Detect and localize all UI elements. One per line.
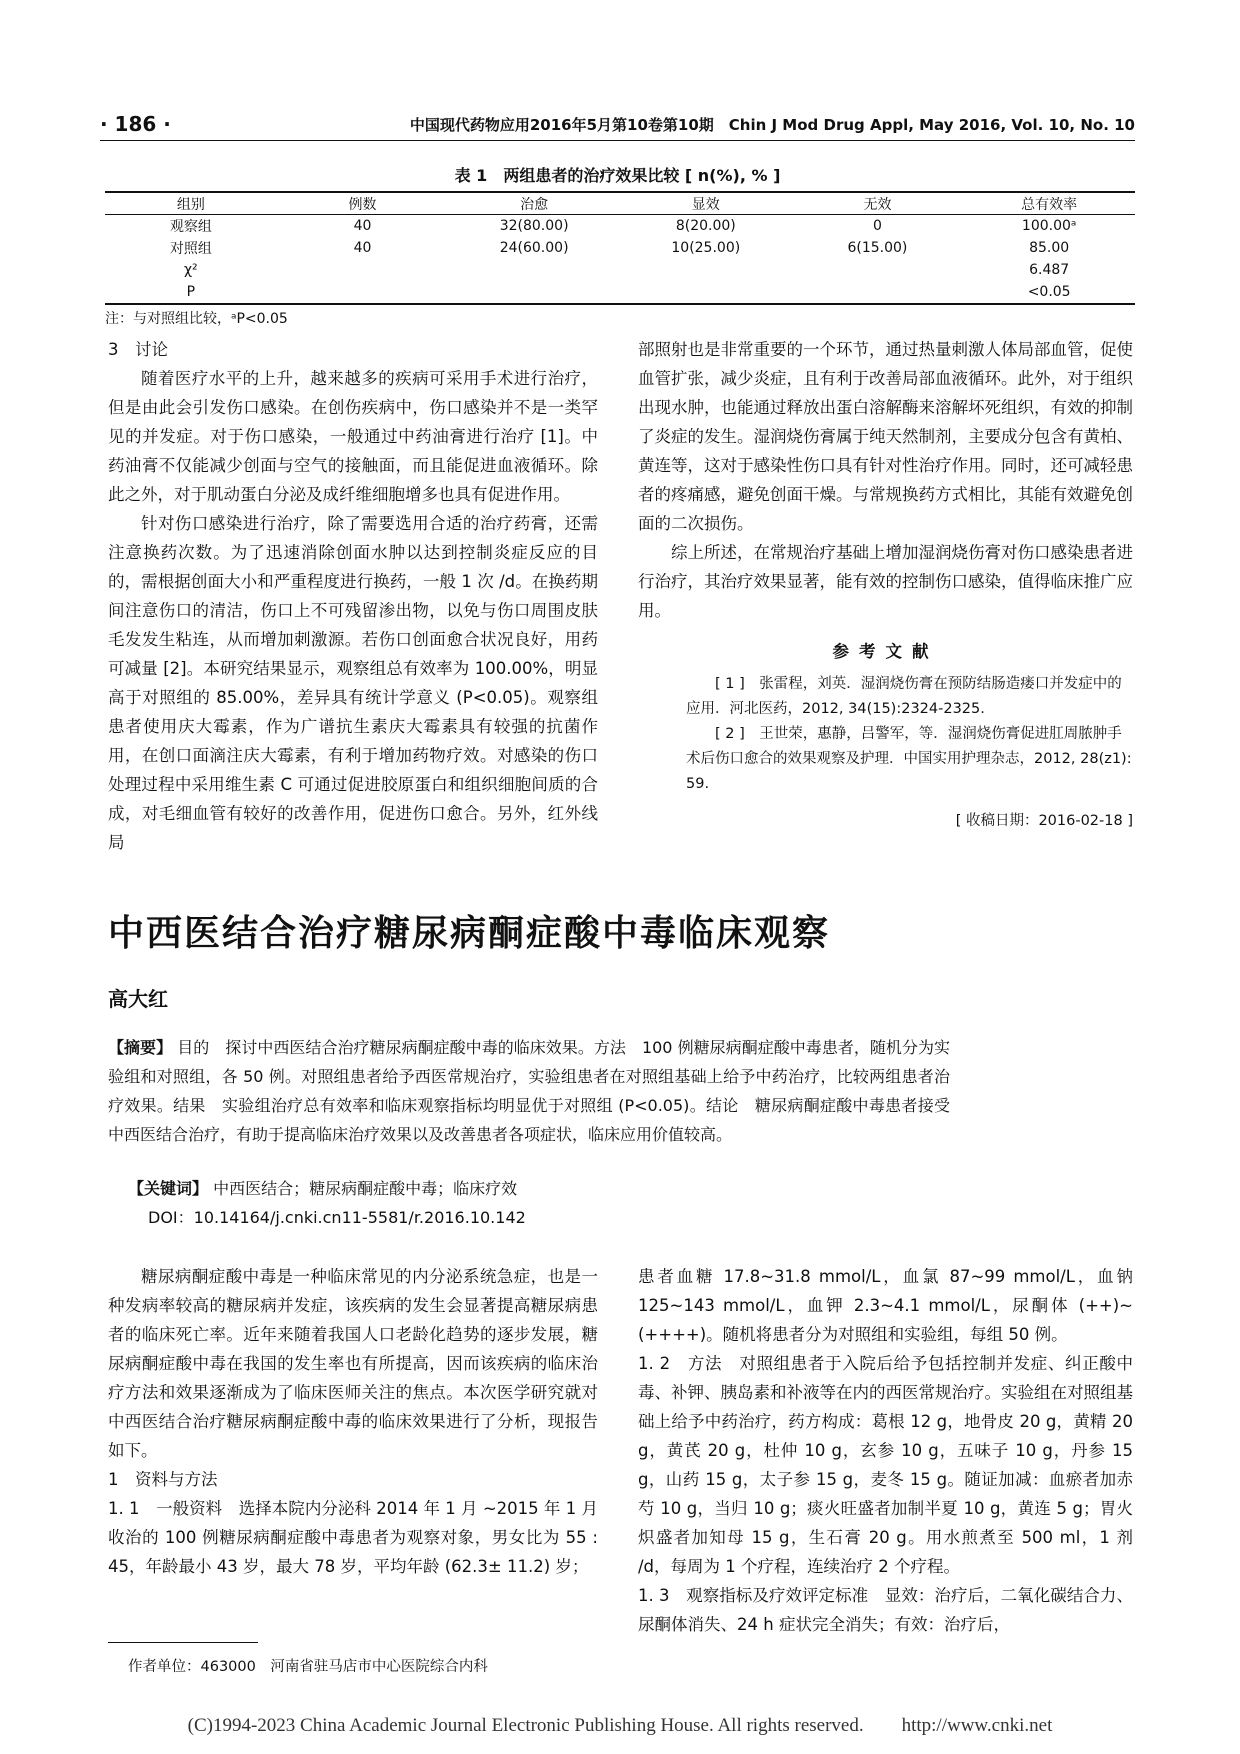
table-cell: 10(25.00) [671,240,741,256]
paragraph: 患者血糖 17.8~31.8 mmol/L，血氯 87~99 mmol/L，血钠 125~143 mmol/L，血钾 2.3~4.1 mmol/L，尿酮体 (++)~(++++)。随机将患者分为对照组和实验组，每组 50 例。 [638,1267,1133,1344]
table-cell: 40 [353,240,372,256]
paragraph: 1. 2 方法 对照组患者于入院后给予包括控制并发症、纠正酸中毒、补钾、胰岛素和补液等在内的西医常规治疗。实验组在对照组基础上给予中药治疗，药方构成：葛根 12 g，地骨皮 20 g，黄精 20 g，黄芪 20 g，杜仲 10 g，玄参 10 g，五味子 10 g，丹参 15 g，山药 15 g，太子参 15 g，麦冬 15 g。随证加减：血瘀者加赤芍 10 g，当归 10 g；痰火旺盛者加制半夏 10 g，黄连 5 g；胃火炽盛者加知母 15 g，生石膏 20 g。用水煎煮至 500 ml，1 剂 /d，每周为 1 个疗程，连续治疗 2 个疗程。 [638,1354,1133,1576]
paragraph: 糖尿病酮症酸中毒是一种临床常见的内分泌系统急症，也是一种发病率较高的糖尿病并发症，该疾病的发生会显著提高糖尿病患者的临床死亡率。近年来随着我国人口老龄化趋势的逐步发展，糖尿病酮症酸中毒在我国的发生率也有所提高，因而该疾病的临床治疗方法和效果逐渐成为了临床医师关注的焦点。本次医学研究就对中西医结合治疗糖尿病酮症酸中毒的临床效果进行了分析，现报告如下。 [108,1267,598,1460]
received-date: [ 收稿日期：2016-02-18 ] [955,813,1133,829]
page-number: · 186 · [100,112,171,136]
table-cell: <0.05 [963,281,1135,304]
discussion-right-column [638,335,1133,836]
author-affiliation: 作者单位：463000 河南省驻马店市中心医院综合内科 [128,1659,488,1675]
table-header-row [105,192,1135,215]
keywords-text: 中西医结合；糖尿病酮症酸中毒；临床疗效 [213,1179,518,1198]
table-note: 注：与对照组比较，ᵃP<0.05 [105,311,288,327]
table-cell [792,259,964,281]
table-row [105,259,1135,281]
article-title: 中西医结合治疗糖尿病酮症酸中毒临床观察 [108,913,831,954]
table-cell [792,281,964,304]
table-cell: χ² [183,262,198,278]
journal-header: 中国现代药物应用2016年5月第10卷第10期 Chin J Mod Drug Appl, May 2016, Vol. 10, No. 10 [409,116,1135,134]
table-header-cell: 总有效率 [963,192,1135,215]
table-cell [620,281,792,304]
copyright-notice: (C)1994-2023 China Academic Journal Electronic Publishing House. All rights reserved. http://www.cnki.net [187,1715,1053,1736]
table-cell: 100.00ᵃ [1021,218,1077,234]
table-header-cell: 组别 [105,192,277,215]
table-cell: 观察组 [169,219,212,235]
abstract-text: 目的 探讨中西医结合治疗糖尿病酮症酸中毒的临床效果。方法 100 例糖尿病酮症酸中毒患者，随机分为实验组和对照组，各 50 例。对照组患者给予西医常规治疗，实验组患者在对照组基础上给予中药治疗，比较两组患者治疗效果。结果 实验组治疗总有效率和临床观察指标均明显优于对照组 (P<0.05)。结论 糖尿病酮症酸中毒患者接受中西医结合治疗，有助于提高临床治疗效果以及改善患者各项症状，临床应用价值较高。 [108,1038,950,1144]
table-row [105,237,1135,259]
table-cell: 24(60.00) [499,240,569,256]
table-cell: 40 [353,218,372,234]
table-cell: 8(20.00) [675,218,736,234]
table-header-cell: 治愈 [448,192,620,215]
keywords-label: 【关键词】 [128,1179,209,1198]
footnote-rule [108,1642,258,1643]
article-right-column [638,1262,1133,1639]
abstract [108,1033,950,1149]
header-rule [100,140,1135,141]
table-cell: 6(15.00) [847,240,908,256]
references-heading: 参考文献 [832,642,939,661]
table-row [105,281,1135,304]
discussion-heading: 3 讨论 [108,340,168,359]
table-cell [448,259,620,281]
paragraph: 1. 1 一般资料 选择本院内分泌科 2014 年 1 月 ~2015 年 1 月收治的 100 例糖尿病酮症酸中毒患者为观察对象，男女比为 55 : 45，年龄最小 43 岁，最大 78 岁，平均年龄 (62.3± 11.2) 岁； [108,1499,598,1576]
paragraph: 综上所述，在常规治疗基础上增加湿润烧伤膏对伤口感染患者进行治疗，其治疗效果显著，能有效的控制伤口感染，值得临床推广应用。 [638,543,1133,620]
paragraph: 针对伤口感染进行治疗，除了需要选用合适的治疗药膏，还需注意换药次数。为了迅速消除创面水肿以达到控制炎症反应的目的，需根据创面大小和严重程度进行换药，一般 1 次 /d。在换药期间注意伤口的清洁，伤口上不可残留渗出物，以免与伤口周围皮肤毛发发生粘连，从而增加刺激源。若伤口创面愈合状况良好，用药可减量 [2]。本研究结果显示，观察组总有效率为 100.00%，明显高于对照组的 85.00%，差异具有统计学意义 (P<0.05)。观察组患者使用庆大霉素，作为广谱抗生素庆大霉素具有较强的抗菌作用，在创口面滴注庆大霉素，有利于增加药物疗效。对感染的伤口处理过程中采用维生素 C 可通过促进胶原蛋白和组织细胞间质的合成，对毛细血管有较好的改善作用，促进伤口愈合。另外，红外线局 [108,514,598,852]
reference-item: [ 1 ] 张雷程，刘英．湿润烧伤膏在预防结肠造瘘口并发症中的应用．河北医药，2012, 34(15):2324-2325. [686,676,1122,717]
table-row [105,215,1135,238]
paragraph: 部照射也是非常重要的一个环节，通过热量刺激人体局部血管，促使血管扩张，减少炎症，且有利于改善局部血液循环。此外，对于组织出现水肿，也能通过释放出蛋白溶解酶来溶解坏死组织，有效的抑制了炎症的发生。湿润烧伤膏属于纯天然制剂，主要成分包含有黄柏、黄连等，这对于感染性伤口具有针对性治疗作用。同时，还可减轻患者的疼痛感，避免创面干燥。与常规换药方式相比，其能有效避免创面的二次损伤。 [638,340,1133,533]
discussion-left-column [108,335,598,857]
section-heading: 1 资料与方法 [108,1470,218,1489]
doi: DOI：10.14164/j.cnki.cn11-5581/r.2016.10.142 [148,1208,526,1227]
table-title: 表 1 两组患者的治疗效果比较 [ n(%), % ] [454,166,781,185]
table-cell: P [105,281,277,304]
paragraph: 随着医疗水平的上升，越来越多的疾病可采用手术进行治疗，但是由此会引发伤口感染。在创伤疾病中，伤口感染并不是一类罕见的并发症。对于伤口感染，一般通过中药油膏进行治疗 [1]。中药油膏不仅能减少创面与空气的接触面，而且能促进血液循环。除此之外，对于肌动蛋白分泌及成纤维细胞增多也具有促进作用。 [108,369,598,504]
table-cell [448,281,620,304]
table-cell: 0 [872,218,882,234]
table-cell: 85.00 [1029,240,1070,256]
table-cell [620,259,792,281]
abstract-label: 【摘要】 [108,1038,173,1057]
table-cell: 6.487 [1029,262,1070,278]
table-header-cell: 显效 [620,192,792,215]
table-header-cell: 无效 [792,192,964,215]
paragraph: 1. 3 观察指标及疗效评定标准 显效：治疗后，二氧化碳结合力、尿酮体消失、24 h 症状完全消失；有效：治疗后， [638,1586,1133,1634]
author-name: 高大红 [108,987,168,1011]
reference-item: [ 2 ] 王世荣，惠静，吕警军，等．湿润烧伤膏促进肛周脓肿手术后伤口愈合的效果观察及护理．中国实用护理杂志，2012, 28(z1): 59. [686,726,1132,792]
table-cell: 对照组 [169,241,212,257]
results-table [105,191,1135,305]
table-cell: 32(80.00) [499,218,569,234]
table-header-cell: 例数 [277,192,449,215]
article-left-column [108,1262,598,1581]
keywords [128,1176,517,1199]
table-cell [277,259,449,281]
table-cell [277,281,449,304]
